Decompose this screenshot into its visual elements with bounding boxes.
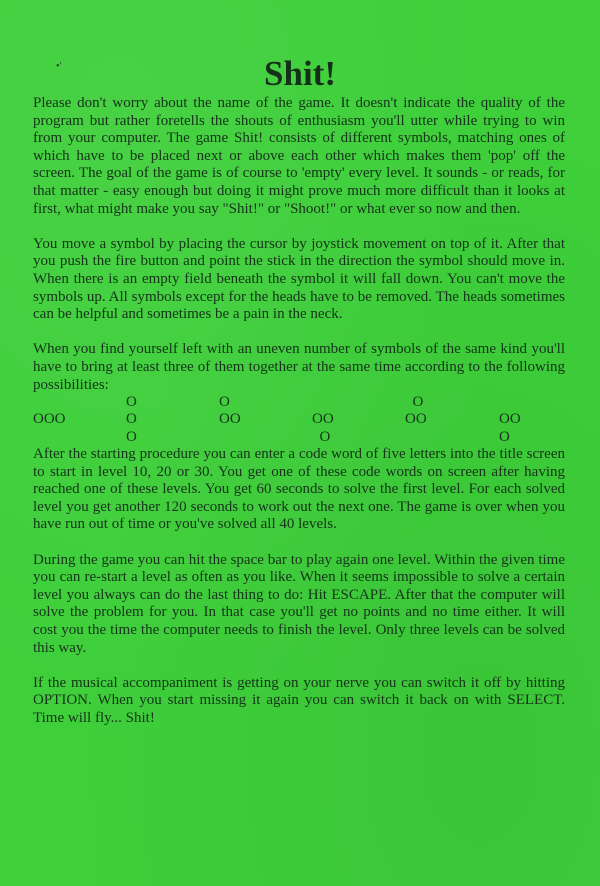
paragraph-gap: [33, 218, 565, 236]
symbol-pattern-diagram: [33, 394, 565, 446]
paragraph-music: If the musical accompaniment is getting on your nerve you can switch it off by hitting OPTION. When you start missing it again you can switch it back on with SELECT. Time will fly... Shit!: [33, 674, 595, 726]
pattern-horizontal-three: [33, 394, 93, 446]
paragraph-controls: You move a symbol by placing the cursor by joystick movement on top of it. After that you push the fire button and point the stick in the direction the symbol should move in. When there is an empty field beneath the symbol it will fall down. You can't move the symbols up. All symbols except for the heads have to be removed. The heads sometimes can be helpful and sometimes be a pain in the neck.: [33, 235, 565, 323]
pattern-corner-bottom-left: [499, 394, 559, 446]
pattern-row: OO: [499, 411, 521, 428]
pattern-row: OO: [219, 411, 241, 428]
paragraph-uneven-symbols: When you find yourself left with an uneven number of symbols of the same kind you'll have to bring at least three of them together at the same time according to the following possibilities:: [33, 341, 565, 393]
paragraph-gap: [33, 534, 565, 552]
pattern-row: O: [126, 394, 137, 411]
paragraph-intro: Please don't worry about the name of the game. It doesn't indicate the quality of the program but rather foretells the shouts of enthusiasm you'll utter while trying to win from your computer. The game Shit! consists of different symbols, matching ones of which have to be placed next or above each other which makes them 'pop' off the screen. The goal of the game is of course to 'empty' every level. It sounds - or reads, for that matter - easy enough but doing it might prove much more difficult than it looks at first, what might make you say "Shit!" or "Shoot!" or what ever so now and then.: [33, 95, 565, 217]
pattern-row: O: [126, 411, 137, 428]
paragraph-gap: [33, 657, 565, 675]
print-speck: •': [56, 61, 62, 72]
paragraph-gap: [33, 324, 565, 342]
pattern-row: OOO: [33, 411, 66, 428]
pattern-row: O: [312, 428, 331, 445]
pattern-corner-bottom-right: [312, 394, 372, 446]
page-body: [33, 95, 595, 728]
pattern-row: OO: [312, 411, 334, 428]
pattern-row: O: [405, 394, 424, 411]
pattern-vertical-three: [126, 394, 186, 446]
paragraph-levels: After the starting procedure you can enter a code word of five letters into the title screen to start in level 10, 20 or 30. You get one of these code words on screen after having reached one of these levels. You get 60 seconds to solve the first level. For each solved level you get another 120 seconds to work out the next one. The game is over when you have run out of time or you've solved all 40 levels.: [33, 446, 565, 533]
pattern-row: OO: [405, 411, 427, 428]
pattern-row: O: [219, 394, 230, 411]
pattern-row: O: [499, 428, 510, 445]
paragraph-escape: During the game you can hit the space bar to play again one level. Within the given time you can re-start a level as often as you like. When it seems impossible to solve a certain level you always can do the last thing to do: Hit ESCAPE. After that the computer will solve the problem for you. In that case you'll get no points and no time either. It will cost you the time the computer needs to finish the level. Only three levels can be solved this way.: [33, 551, 565, 656]
pattern-corner-top-right: [405, 394, 465, 446]
page-title: Shit!: [264, 54, 336, 93]
pattern-corner-top-left: [219, 394, 279, 446]
pattern-row: O: [126, 428, 137, 445]
